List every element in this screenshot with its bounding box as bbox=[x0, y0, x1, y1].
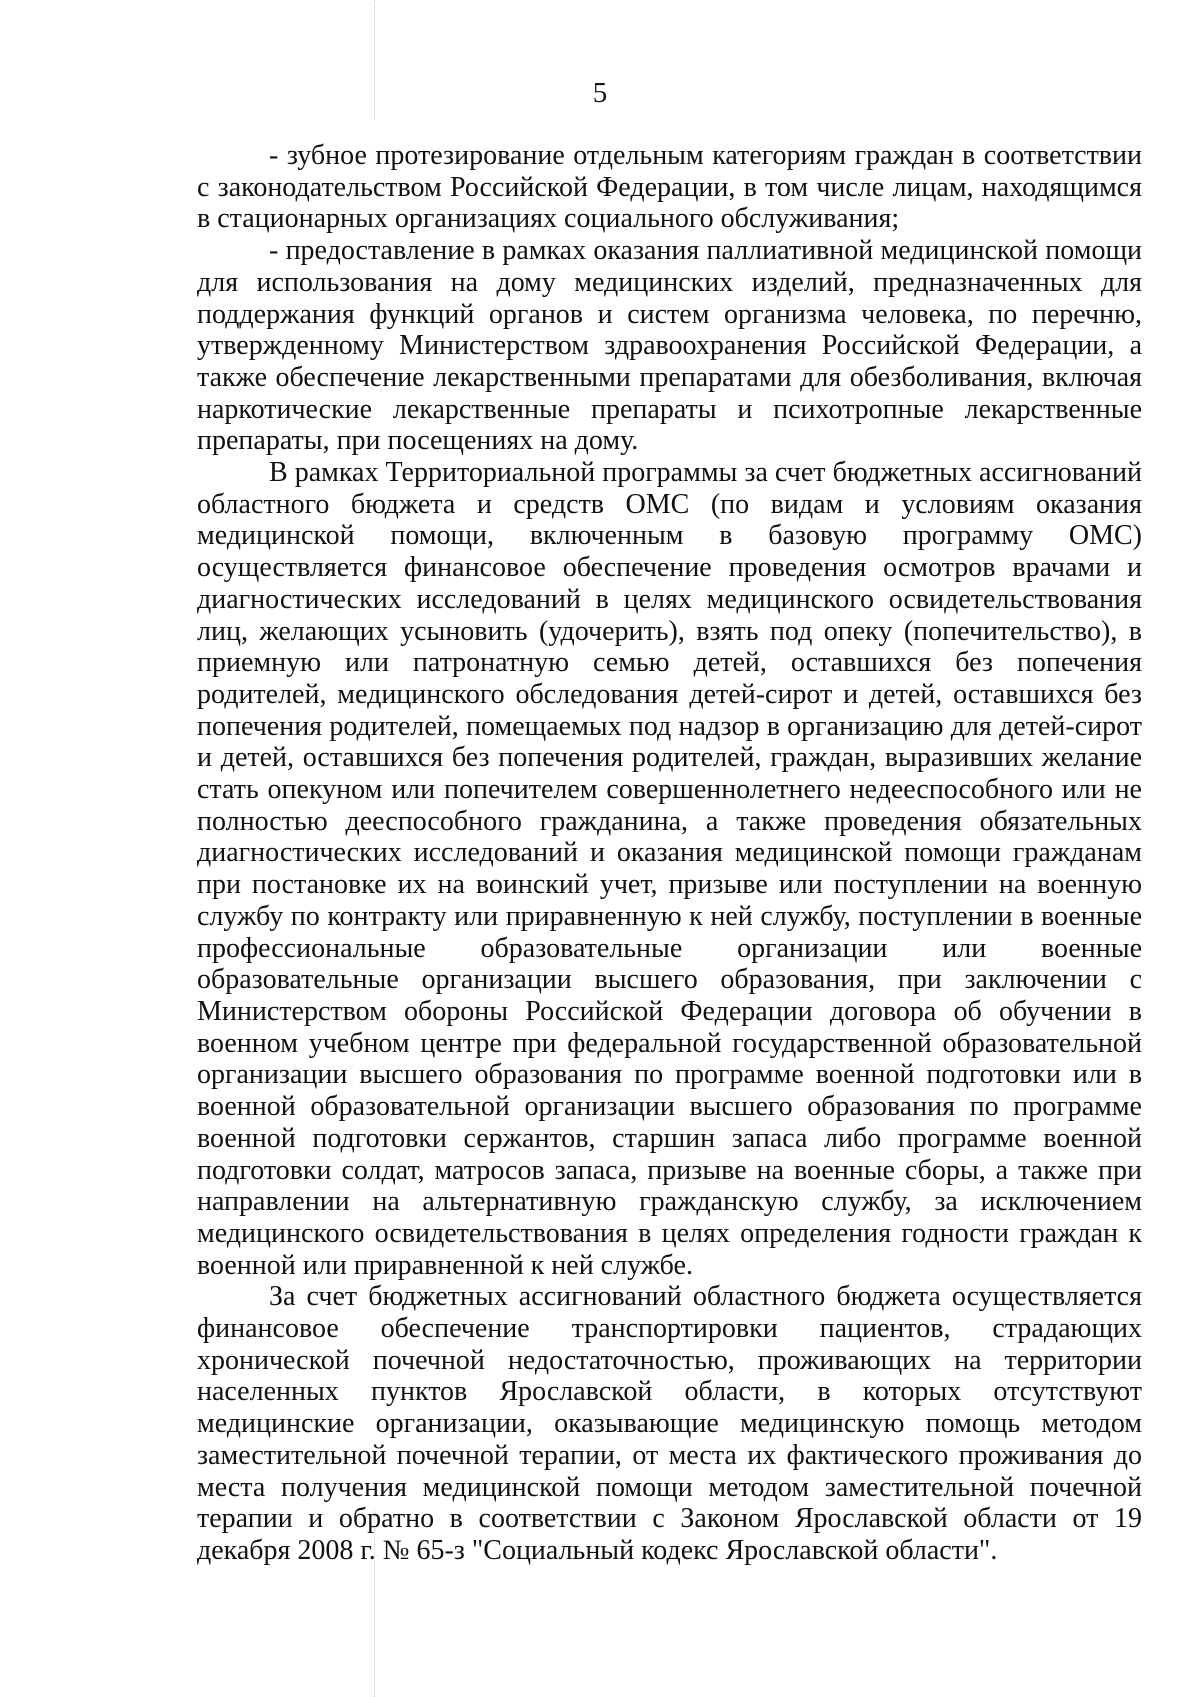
paragraph-dialysis-transport: За счет бюджетных ассигнований областного бюджета осуществляется финансовое обеспечение транспортировки пациентов, страдающих хронической почечной недостаточностью, проживающих на территории населенных пунктов Ярославской области, в которых отсутствуют медицинские организации, оказывающие медицинскую помощь методом заместительной почечной терапии, от места их фактического проживания до места получения медицинской помощи методом заместительной почечной терапии и обратно в соответствии с Законом Ярославской области от 19 декабря 2008 г. № 65-з "Социальный кодекс Ярославской области". bbox=[197, 1281, 1142, 1566]
paragraph-palliative-care: - предоставление в рамках оказания паллиативной медицинской помощи для использования на дому медицинских изделий, предназначенных для поддержания функций органов и систем организма человека, по перечню, утвержденному Министерством здравоохранения Российской Федерации, а также обеспечение лекарственными препаратами для обезболивания, включая наркотические лекарственные препараты и психотропные лекарственные препараты, при посещениях на дому. bbox=[197, 235, 1142, 457]
document-body bbox=[197, 140, 1142, 1567]
paragraph-territorial-program: В рамках Территориальной программы за счет бюджетных ассигнований областного бюджета и средств ОМС (по видам и условиям оказания медицинской помощи, включенным в базовую программу ОМС) осуществляется финансовое обеспечение проведения осмотров врачами и диагностических исследований в целях медицинского освидетельствования лиц, желающих усыновить (удочерить), взять под опеку (попечительство), в приемную или патронатную семью детей, оставшихся без попечения родителей, медицинского обследования детей-сирот и детей, оставшихся без попечения родителей, помещаемых под надзор в организацию для детей-сирот и детей, оставшихся без попечения родителей, граждан, выразивших желание стать опекуном или попечителем совершеннолетнего недееспособного или не полностью дееспособного гражданина, а также проведения обязательных диагностических исследований и оказания медицинской помощи гражданам при постановке их на воинский учет, призыве или поступлении на военную службу по контракту или приравненную к ней службу, поступлении в военные профессиональные образовательные организации или военные образовательные организации высшего образования, при заключении с Министерством обороны Российской Федерации договора об обучении в военном учебном центре при федеральной государственной образовательной организации высшего образования по программе военной подготовки или в военной образовательной организации высшего образования по программе военной подготовки сержантов, старшин запаса либо программе военной подготовки солдат, матросов запаса, призыве на военные сборы, а также при направлении на альтернативную гражданскую службу, за исключением медицинского освидетельствования в целях определения годности граждан к военной или приравненной к ней службе. bbox=[197, 457, 1142, 1281]
page-number: 5 bbox=[592, 77, 608, 109]
paragraph-dental-prosthetics: - зубное протезирование отдельным категориям граждан в соответствии с законодательством Российской Федерации, в том числе лицам, находящимся в стационарных организациях социального обслуживания; bbox=[197, 140, 1142, 235]
